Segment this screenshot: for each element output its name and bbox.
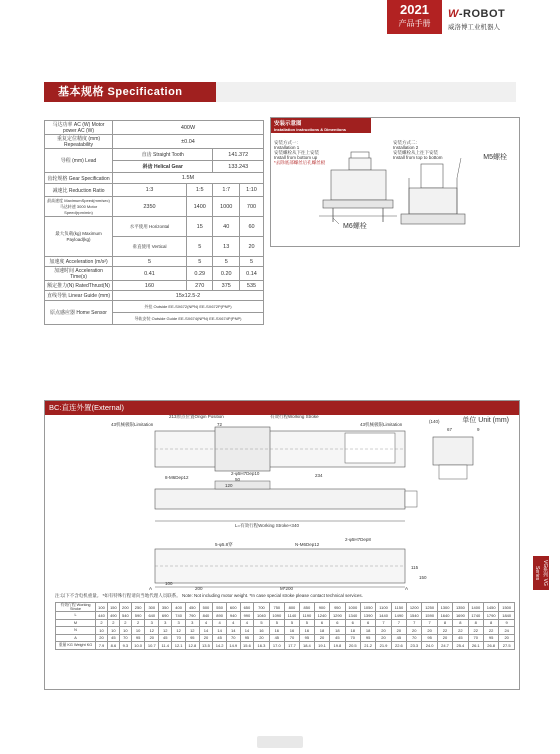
table-cell: 6	[330, 619, 345, 627]
table-cell: 1500	[499, 603, 515, 612]
table-cell: 3	[185, 619, 199, 627]
table-cell: 200	[119, 603, 131, 612]
table-cell: 20	[422, 627, 437, 635]
table-row: 马达功率 AC (W) Motor power AC (W) 400W	[45, 121, 264, 135]
table-cell: 1050	[360, 603, 375, 612]
install-method-1: 安装方式一： Installation 1 安装螺栓从下往上安装 Install from bottom up *去除底部螺丝后孔螺丝板	[274, 140, 326, 165]
table-cell: 940	[226, 612, 240, 620]
table-cell: 2	[119, 619, 131, 627]
dim-m200: M*200	[280, 586, 294, 591]
tap-h7: 2-φ5H7Dep10	[231, 471, 260, 476]
table-cell: 45	[330, 634, 345, 642]
dim-234: 234	[315, 473, 323, 478]
table-cell: 1040	[254, 612, 269, 620]
unit-label: 单位 Unit (mm)	[462, 417, 509, 424]
table-cell: 1840	[499, 612, 515, 620]
table-cell: 750	[269, 603, 284, 612]
dim-100: 100	[165, 581, 173, 586]
table-cell: 4	[213, 619, 227, 627]
dim-140: (140)	[429, 419, 440, 424]
table-cell: 70	[285, 634, 300, 642]
table-cell: 10	[119, 627, 131, 635]
row-header: M	[56, 619, 96, 627]
dim-72: 72	[217, 422, 223, 427]
table-cell: 6	[360, 619, 375, 627]
table-cell: 6	[314, 619, 329, 627]
install-title: 安装示意图 Installation instructions & Dimentions	[271, 118, 371, 133]
table-cell: 8	[437, 619, 452, 627]
table-cell: 16	[254, 627, 269, 635]
dim-150: 150	[419, 575, 427, 580]
table-cell: 20	[314, 634, 329, 642]
table-cell: 900	[314, 603, 329, 612]
table-cell: 600	[226, 603, 240, 612]
table-row	[56, 634, 515, 642]
brand-cn: 威洛博工业机器人	[448, 24, 500, 31]
table-cell: 4	[199, 619, 213, 627]
table-row: 导程 (mm) Lead 直齿 Straight Tooth 141.372	[45, 149, 264, 161]
table-cell: 550	[213, 603, 227, 612]
table-cell: 22	[483, 627, 498, 635]
section-bar	[216, 82, 516, 102]
table-cell: 650	[240, 603, 254, 612]
table-row: 导轨安装 Outside Guide EE-SX674(NPN) EE-SX674P(PNP)	[45, 313, 264, 325]
table-cell: 5	[269, 619, 284, 627]
table-cell: 8.6	[107, 642, 119, 650]
table-cell: 4	[226, 619, 240, 627]
table-cell: 3	[145, 619, 159, 627]
row-header: L	[56, 612, 96, 620]
table-cell: 540	[119, 612, 131, 620]
table-cell: 4	[240, 619, 254, 627]
table-cell: 1740	[468, 612, 483, 620]
bc-title: BC:直连外置(External)	[45, 401, 519, 415]
table-cell: 16.3	[254, 642, 269, 650]
spec-table	[44, 120, 264, 325]
table-cell: 13.5	[199, 642, 213, 650]
table-cell: 19.8	[330, 642, 345, 650]
table-cell: 20	[499, 634, 515, 642]
side-tab: VG系列 VG Series	[533, 556, 549, 590]
table-cell: 24.7	[437, 642, 452, 650]
table-row: 额定推力(N) RatedThrust(N) 160 270 375 535	[45, 281, 264, 291]
table-cell: 800	[285, 603, 300, 612]
table-cell: 7	[391, 619, 406, 627]
table-cell: 45	[391, 634, 406, 642]
table-row: 齿轮规格 Gear Specification 1.5M	[45, 173, 264, 184]
working-label: 有效行程Working Stroke	[270, 414, 319, 419]
table-cell: 10.0	[131, 642, 145, 650]
dim-a-right: A	[405, 586, 409, 591]
table-cell: 1240	[314, 612, 329, 620]
dim-67: 67	[447, 427, 453, 432]
dim-115: 115	[411, 565, 419, 570]
table-cell: 20	[376, 627, 391, 635]
table-cell: 1290	[330, 612, 345, 620]
table-cell: 18	[314, 627, 329, 635]
table-cell: 740	[172, 612, 186, 620]
table-cell: 26.8	[483, 642, 498, 650]
table-cell: 1540	[407, 612, 422, 620]
limit-right: 43机械极限Limitation	[360, 422, 403, 427]
table-cell: 150	[107, 603, 119, 612]
table-cell: 20	[376, 634, 391, 642]
table-cell: 22	[468, 627, 483, 635]
table-cell: 1250	[422, 603, 437, 612]
table-cell: 1340	[345, 612, 360, 620]
brand-logo	[448, 8, 548, 31]
table-cell: 22	[453, 627, 468, 635]
table-cell: 45	[213, 634, 227, 642]
table-cell: 21.9	[376, 642, 391, 650]
table-cell: 12	[159, 627, 172, 635]
table-cell: 2	[96, 619, 108, 627]
l-equation: L=有效行程Working Stroke+340	[235, 523, 299, 528]
table-cell: 95	[185, 634, 199, 642]
table-cell: 5	[254, 619, 269, 627]
table-cell: 11.4	[159, 642, 172, 650]
table-row: 加速度 Acceleration (m/s²) 5 5 5 5	[45, 257, 264, 267]
table-cell: 1640	[437, 612, 452, 620]
table-cell: 450	[185, 603, 199, 612]
tap-m6: 8-M6Dep12	[165, 475, 189, 480]
tap-n: N-M6Dep12	[295, 542, 320, 547]
table-cell: 2	[107, 619, 119, 627]
table-row: 斜齿 Helical Gear 133.243	[45, 161, 264, 173]
table-cell: 700	[254, 603, 269, 612]
install-method-2: 安装方式二： Installation 2 安装螺栓从上往下安装 Install from top to bottom	[393, 140, 443, 160]
table-cell: 18	[345, 627, 360, 635]
table-cell: 1490	[391, 612, 406, 620]
table-cell: 7	[422, 619, 437, 627]
table-cell: 20	[145, 634, 159, 642]
table-cell: 10.7	[145, 642, 159, 650]
table-cell: 20	[199, 634, 213, 642]
table-cell: 1350	[453, 603, 468, 612]
table-cell: 20	[407, 627, 422, 635]
table-cell: 1450	[483, 603, 498, 612]
table-cell: 1400	[468, 603, 483, 612]
table-cell: 20	[254, 634, 269, 642]
table-cell: 990	[240, 612, 254, 620]
table-row: 垂直使用 Vertical 5 13 20	[45, 237, 264, 257]
table-cell: 24	[499, 627, 515, 635]
table-row: 加速时间 Acceleration Time(s) 0.41 0.29 0.20 0.14	[45, 267, 264, 281]
table-cell: 12.8	[185, 642, 199, 650]
m5-bolt-label: M5螺栓	[483, 154, 507, 161]
table-cell: 22.6	[391, 642, 406, 650]
table-cell: 490	[107, 612, 119, 620]
table-cell: 70	[226, 634, 240, 642]
row-header: A	[56, 634, 96, 642]
table-cell: 400	[172, 603, 186, 612]
table-row: 最大负载(kg) Maximum Payload(kg) 水平使用 Horizontal 15 40 60	[45, 217, 264, 237]
table-cell: 12.1	[172, 642, 186, 650]
table-cell: 1140	[285, 612, 300, 620]
table-cell: 20	[391, 627, 406, 635]
table-cell: 95	[131, 634, 145, 642]
table-cell: 10	[131, 627, 145, 635]
table-cell: 10	[107, 627, 119, 635]
table-cell: 25.4	[453, 642, 468, 650]
table-cell: 1190	[299, 612, 314, 620]
table-cell: 12	[185, 627, 199, 635]
origin-label: 213原点位置Origin Position	[169, 414, 224, 419]
table-cell: 14	[213, 627, 227, 635]
table-cell: 950	[330, 603, 345, 612]
table-row	[56, 612, 515, 620]
table-cell: 840	[199, 612, 213, 620]
table-cell: 5	[299, 619, 314, 627]
table-cell: 24.0	[422, 642, 437, 650]
table-cell: 9	[499, 619, 515, 627]
table-cell: 350	[159, 603, 172, 612]
table-cell: 95	[360, 634, 375, 642]
table-row: 原点感应器 Home Sensor 外挂 Outside EE-SX672(NPN) EE-SX672P(PNP)	[45, 301, 264, 313]
table-cell: 1200	[407, 603, 422, 612]
table-row	[56, 603, 515, 612]
table-cell: 14	[240, 627, 254, 635]
table-cell: 1440	[376, 612, 391, 620]
note-text: 注:以下不含电机重量。 *如有特殊行程请向当地代理人员联系。 Note: Not including motor weight. *In case special stroke please contact technical services.	[55, 593, 363, 598]
dim-9: 9	[477, 427, 480, 432]
table-cell: 26.1	[468, 642, 483, 650]
table-cell: 300	[145, 603, 159, 612]
table-cell: 790	[185, 612, 199, 620]
table-cell: 17.7	[285, 642, 300, 650]
table-row: 重复定位精度 (mm) Repeatability ±0.04	[45, 135, 264, 149]
table-cell: 45	[159, 634, 172, 642]
table-cell: 22	[437, 627, 452, 635]
table-row: 直线导轨 Linear Guide (mm) 15x12.5-2	[45, 291, 264, 301]
table-cell: 8	[453, 619, 468, 627]
table-cell: 95	[422, 634, 437, 642]
table-cell: 10	[96, 627, 108, 635]
table-cell: 70	[407, 634, 422, 642]
table-cell: 18.4	[299, 642, 314, 650]
table-cell: 850	[299, 603, 314, 612]
table-cell: 20	[96, 634, 108, 642]
table-cell: 70	[345, 634, 360, 642]
table-cell: 12	[172, 627, 186, 635]
table-row	[56, 627, 515, 635]
table-row: 最高速度 MaximumSpeed(mm/sec) 马达转速 3000 Motor Speed(rpm/min) 2350 1400 1000 700	[45, 197, 264, 217]
table-cell: 1690	[453, 612, 468, 620]
brand-name: -ROBOT	[458, 8, 506, 20]
table-cell: 1590	[422, 612, 437, 620]
install-panel	[270, 117, 520, 247]
install-drawing	[271, 118, 521, 248]
book-title: 产品手册	[398, 19, 431, 28]
table-cell: 14.2	[213, 642, 227, 650]
tap-5-58: 5-φ5.8穿	[215, 542, 233, 547]
dim-200: 200	[195, 586, 203, 591]
table-cell: 16	[269, 627, 284, 635]
table-cell: 6	[345, 619, 360, 627]
table-cell: 18	[360, 627, 375, 635]
table-cell: 500	[199, 603, 213, 612]
table-row	[56, 619, 515, 627]
table-cell: 21.2	[360, 642, 375, 650]
table-row	[56, 642, 515, 650]
table-cell: 20	[437, 634, 452, 642]
table-cell: 95	[483, 634, 498, 642]
table-cell: 95	[299, 634, 314, 642]
table-cell: 17.0	[269, 642, 284, 650]
table-cell: 27.5	[499, 642, 515, 650]
table-cell: 14	[226, 627, 240, 635]
table-cell: 19.1	[314, 642, 329, 650]
page-number-box	[257, 736, 303, 748]
table-cell: 1300	[437, 603, 452, 612]
table-cell: 8	[483, 619, 498, 627]
table-cell: 16	[285, 627, 300, 635]
table-cell: 18	[330, 627, 345, 635]
logo-mark: W	[448, 8, 459, 20]
dim-50: 50	[235, 477, 241, 482]
table-cell: 7	[376, 619, 391, 627]
table-cell: 23.3	[407, 642, 422, 650]
bc-technical-drawing	[45, 401, 521, 591]
table-cell: 690	[159, 612, 172, 620]
table-cell: 250	[131, 603, 145, 612]
section-title: 基本规格 Specification	[44, 82, 216, 102]
table-row: 减速比 Reduction Ratio 1:3 1:5 1:7 1:10	[45, 184, 264, 197]
table-cell: 20.5	[345, 642, 360, 650]
table-cell: 7.9	[96, 642, 108, 650]
dim-a-left: A	[149, 586, 153, 591]
table-cell: 7	[407, 619, 422, 627]
table-cell: 640	[145, 612, 159, 620]
row-header: 重量 KG Weight KG	[56, 642, 96, 650]
table-cell: 70	[119, 634, 131, 642]
table-cell: 1090	[269, 612, 284, 620]
table-cell: 5	[285, 619, 300, 627]
table-cell: 15.6	[240, 642, 254, 650]
table-cell: 95	[240, 634, 254, 642]
tap-h7b: 2-φ5H7Dep8	[345, 537, 371, 542]
year-text: 2021	[400, 2, 429, 17]
table-cell: 45	[269, 634, 284, 642]
bc-drawing-panel	[44, 400, 520, 690]
table-cell: 12	[145, 627, 159, 635]
row-header: 有效行程 Working Stroke	[56, 603, 96, 612]
table-cell: 1000	[345, 603, 360, 612]
table-cell: 70	[468, 634, 483, 642]
table-cell: 8	[468, 619, 483, 627]
table-cell: 440	[96, 612, 108, 620]
table-cell: 9.3	[119, 642, 131, 650]
table-cell: 3	[172, 619, 186, 627]
table-cell: 2	[131, 619, 145, 627]
table-cell: 590	[131, 612, 145, 620]
table-cell: 3	[159, 619, 172, 627]
stroke-table	[55, 602, 515, 650]
table-cell: 100	[96, 603, 108, 612]
dim-120: 120	[225, 483, 233, 488]
table-cell: 1790	[483, 612, 498, 620]
table-cell: 1150	[391, 603, 406, 612]
year-badge	[387, 0, 442, 34]
table-cell: 16	[299, 627, 314, 635]
m6-bolt-label: M6螺栓	[343, 223, 367, 230]
row-header: N	[56, 627, 96, 635]
table-cell: 45	[107, 634, 119, 642]
table-cell: 14	[199, 627, 213, 635]
table-cell: 70	[172, 634, 186, 642]
limit-left: 43机械极限Limitation	[111, 422, 154, 427]
table-cell: 890	[213, 612, 227, 620]
table-cell: 1390	[360, 612, 375, 620]
table-cell: 1100	[376, 603, 391, 612]
table-cell: 45	[453, 634, 468, 642]
table-cell: 14.9	[226, 642, 240, 650]
